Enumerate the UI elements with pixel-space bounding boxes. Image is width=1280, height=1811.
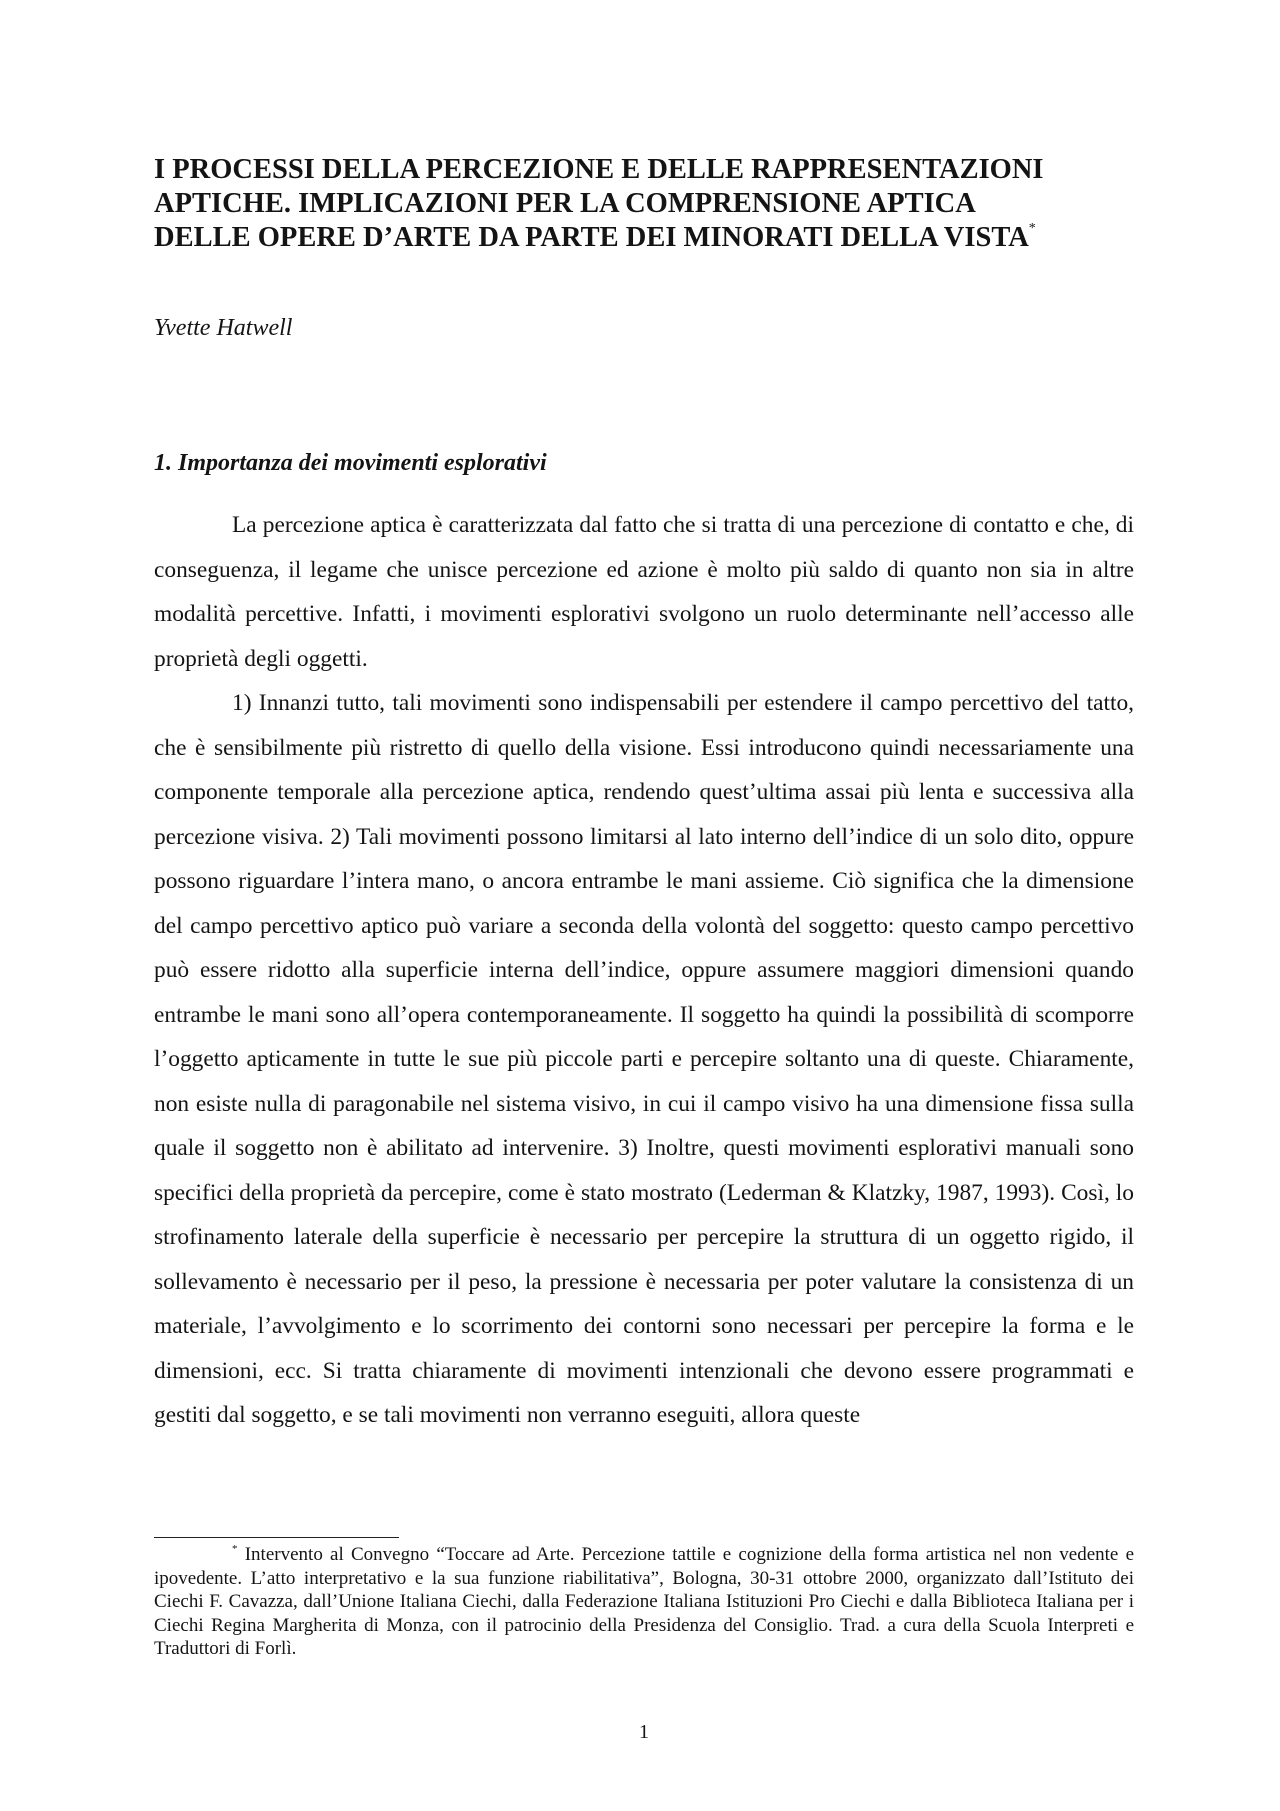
paragraph: La percezione aptica è caratterizzata dal fatto che si tratta di una percezione di contatto e che, di conseguenza, il legame che unisce percezione ed azione è molto più saldo di quanto non sia in altre modalità percettive. Infatti, i movimenti esplorativi svolgono un ruolo determinante nell’accesso alle proprietà degli oggetti. <box>154 512 1134 672</box>
title-line: APTICHE. IMPLICAZIONI PER LA COMPRENSIONE APTICA <box>154 188 976 219</box>
footnote <box>154 1543 1134 1661</box>
title-line <box>154 221 1114 255</box>
paragraph: 1) Innanzi tutto, tali movimenti sono indispensabili per estendere il campo percettivo del tatto, che è sensibilmente più ristretto di quello della visione. Essi introducono quindi necessariamente una componente temporale alla percezione aptica, rendendo quest’ultima assai più lenta e successiva alla percezione visiva. 2) Tali movimenti possono limitarsi al lato interno dell’indice di un solo dito, oppure possono riguardare l’intera mano, o ancora entrambe le mani assieme. Ciò significa che la dimensione del campo percettivo aptico può variare a seconda della volontà del soggetto: questo campo percettivo può essere ridotto alla superficie interna dell’indice, oppure assumere maggiori dimensioni quando entrambe le mani sono all’opera contemporaneamente. Il soggetto ha quindi la possibilità di scomporre l’oggetto apticamente in tutte le sue più piccole parti e percepire soltanto una di queste. Chiaramente, non esiste nulla di paragonabile nel sistema visivo, in cui il campo visivo ha una dimensione fissa sulla quale il soggetto non è abilitato ad intervenire. 3) Inoltre, questi movimenti esplorativi manuali sono specifici della proprietà da percepire, come è stato mostrato (Lederman & Klatzky, 1987, 1993). Così, lo strofinamento laterale della superficie è necessario per percepire la struttura di un oggetto rigido, il sollevamento è necessario per il peso, la pressione è necessaria per poter valutare la consistenza di un materiale, l’avvolgimento e lo scorrimento dei contorni sono necessari per percepire la forma e le dimensioni, ecc. Si tratta chiaramente di movimenti intenzionali che devono essere programmati e gestiti dal soggetto, e se tali movimenti non verranno eseguiti, allora queste <box>154 690 1134 1428</box>
document-page <box>154 0 1134 1811</box>
footnote-separator <box>154 1537 399 1538</box>
page-number: 1 <box>639 1721 649 1743</box>
footnote-marker: * <box>232 1543 238 1555</box>
title-line: I PROCESSI DELLA PERCEZIONE E DELLE RAPPRESENTAZIONI <box>154 154 1044 185</box>
body-text <box>154 503 1134 1438</box>
author-name: Yvette Hatwell <box>154 315 293 341</box>
title-footnote-marker: * <box>1028 221 1036 236</box>
document-title <box>154 153 1114 255</box>
footnote-text: Intervento al Convegno “Toccare ad Arte. Percezione tattile e cognizione della forma artistica nel non vedente e ipovedente. L’atto interpretativo e la sua funzione riabilitativa”, Bologna, 30-31 ottobre 2000, organizzato dall’Istituto dei Ciechi F. Cavazza, dall’Unione Italiana Ciechi, dalla Federazione Italiana Istituzioni Pro Ciechi e dalla Biblioteca Italiana per i Ciechi Regina Margherita di Monza, con il patrocinio della Presidenza del Consiglio. Trad. a cura della Scuola Interpreti e Traduttori di Forlì. <box>154 1544 1134 1659</box>
section-heading: 1. Importanza dei movimenti esplorativi <box>154 450 547 476</box>
title-line-text: DELLE OPERE D’ARTE DA PARTE DEI MINORATI DELLA VISTA <box>154 222 1029 253</box>
